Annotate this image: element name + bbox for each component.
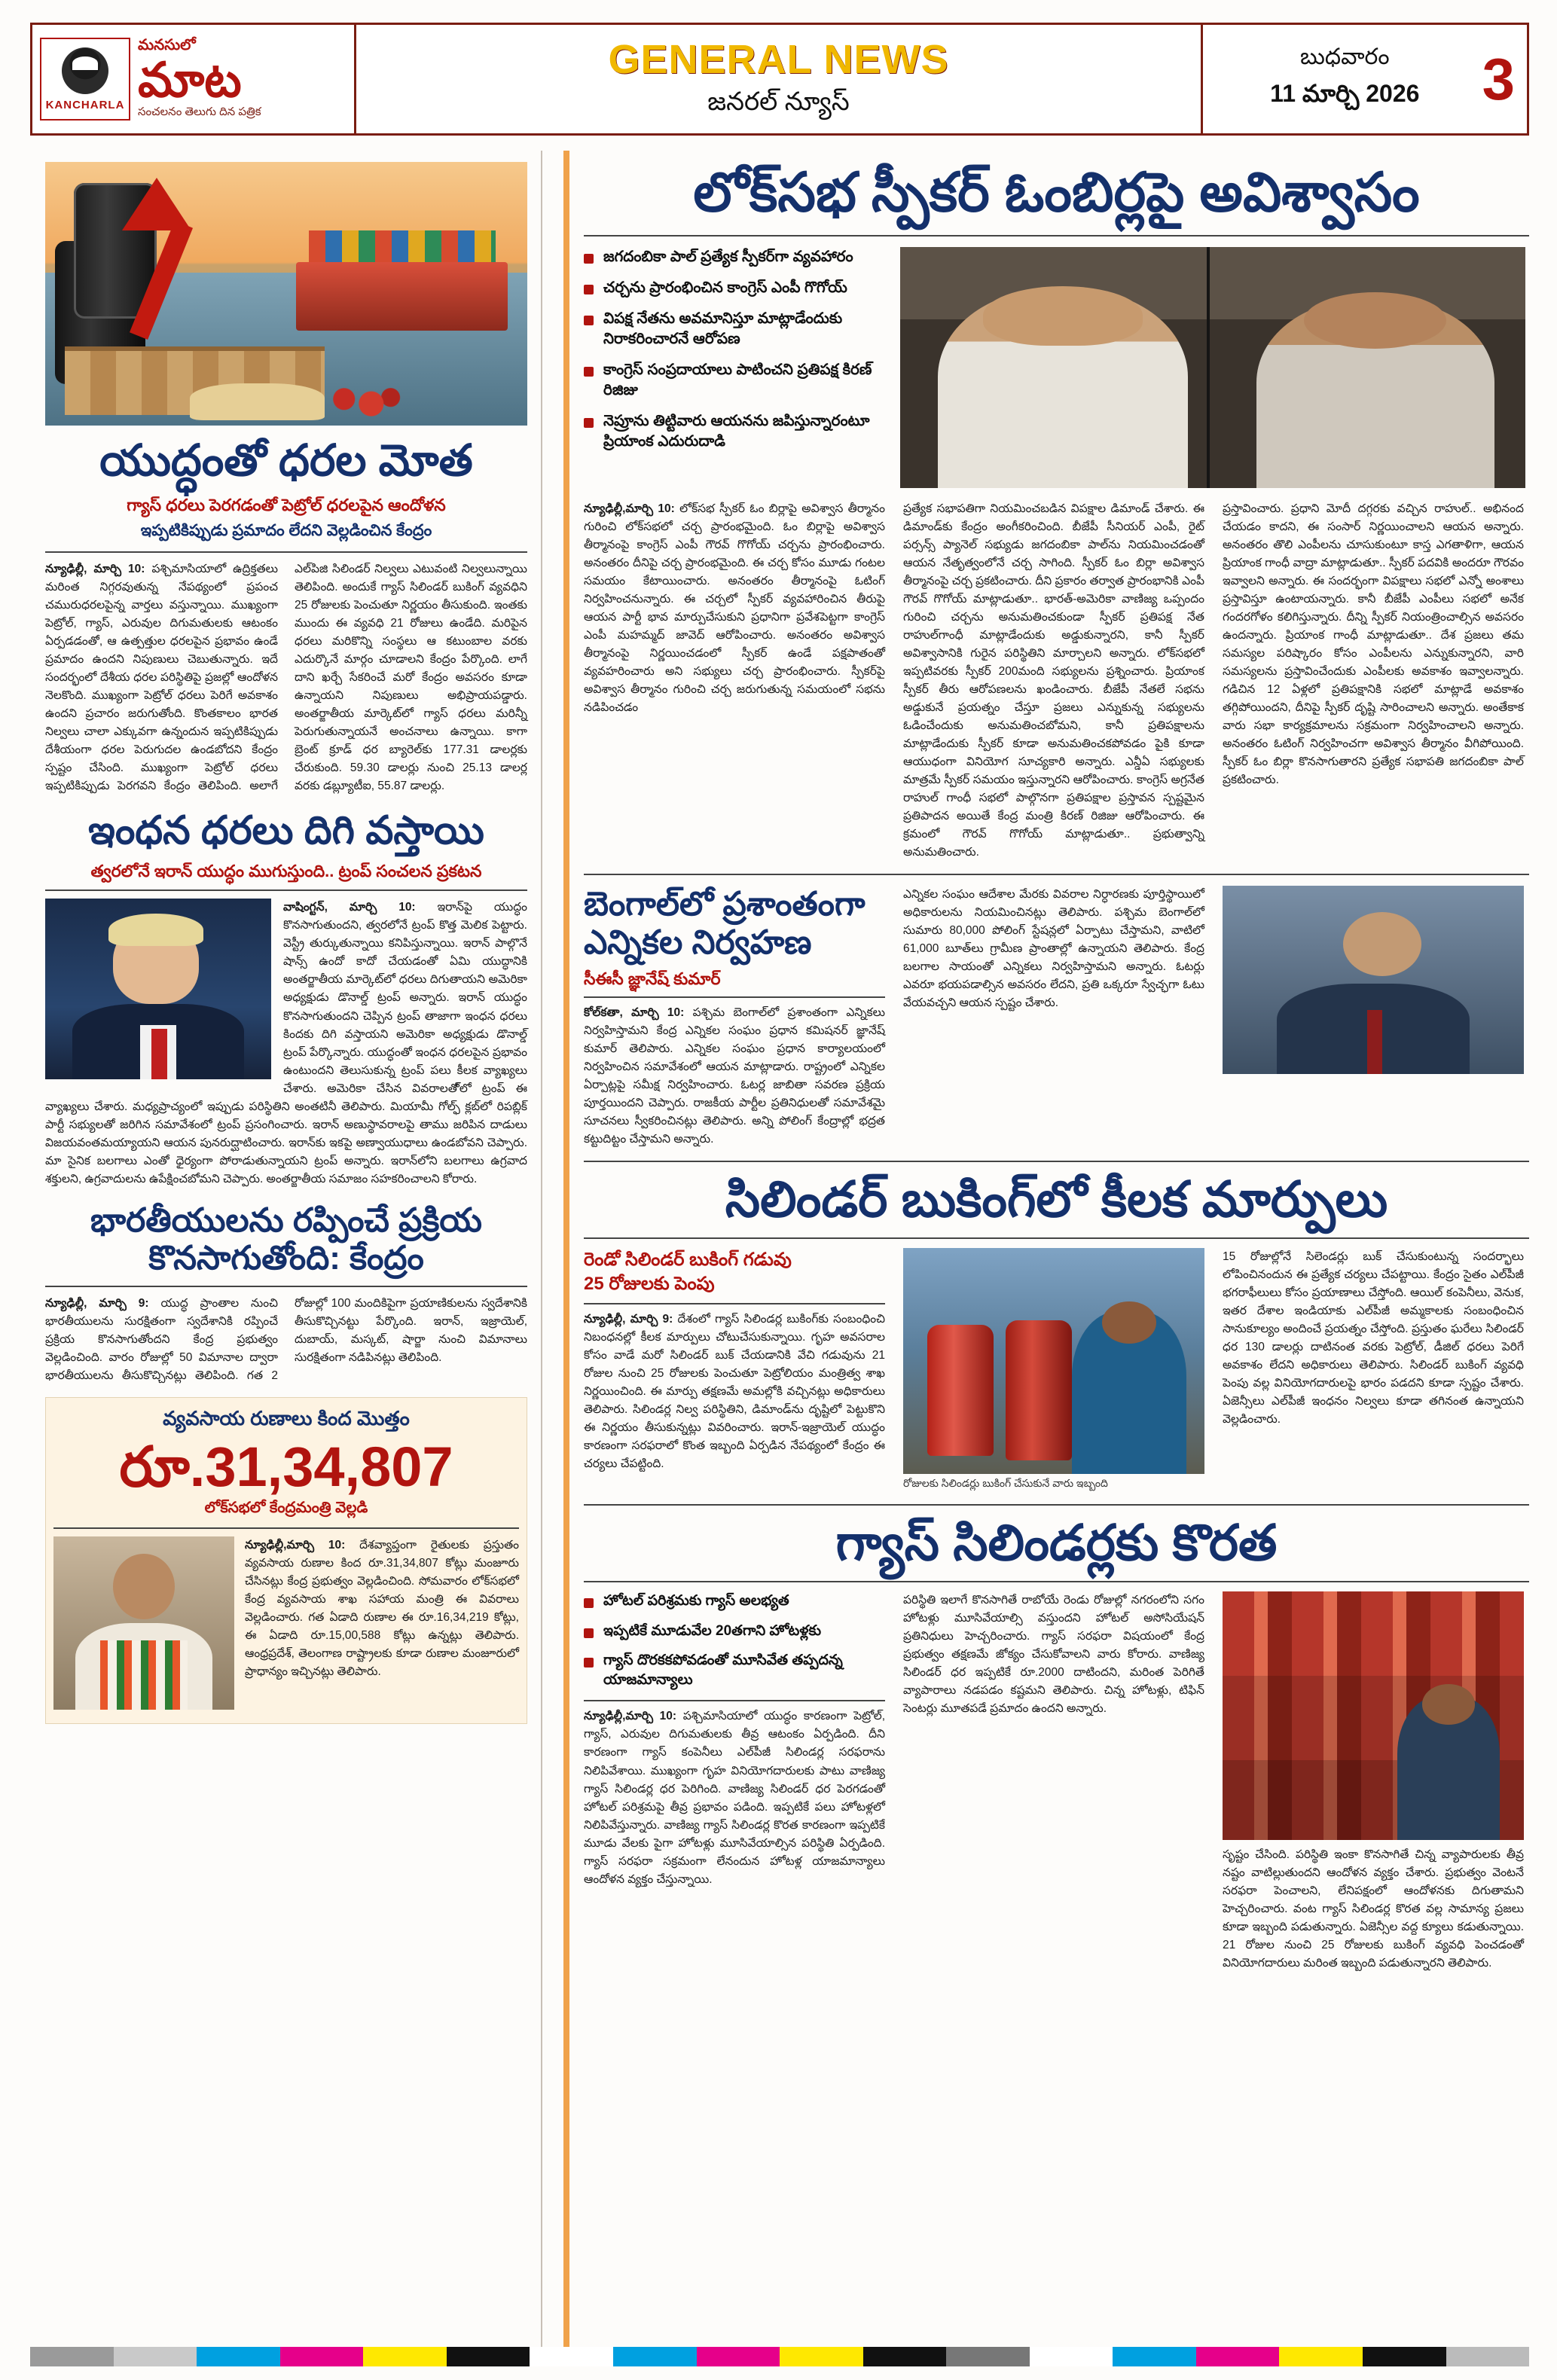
date-weekday: బుధవారం [1300,44,1390,69]
cylinder-yard-photo [1223,1591,1524,1840]
divider [584,996,885,998]
divider [584,874,1529,875]
bengal-headline-line1: బెంగాల్‌లో ప్రశాంతంగా [584,886,866,923]
cylinder-photo-block [903,1248,1204,1492]
loksabha-bullets [584,247,885,488]
list-item: విపక్ష నేతను అవమానిస్తూ మాట్లాడేందుకు నిరాకరించారనే ఆరోపణ [584,309,885,349]
divider [45,551,527,553]
logo-tagline: సంచలనం తెలుగు దిన పత్రిక [138,105,261,119]
trump-body-text: ఇరాన్‌పై యుద్ధం కొనసాగుతుందని, త్వరలోనే ట్రంప్ కొత్త మెలిక పెట్టారు. వెస్ట్రీ తుర్కుతున్నాయి కనిపిస్తున్నాయి. ఇరాన్ పాల్గొనే షాన్స్ ఉందో కాదో చేయడంతో ఏమి యుద్ధానికి అంతర్జాతీయ మార్కెట్‌లో ధరలు దిగుతాయని అమెరికా అధ్యక్షుడు డొనాల్డ్ ట్రంప్ అన్నారు. ఇరాన్ యుద్ధం కొనసాగుతుందని చెప్పిన ట్రంప్ తాజాగా ఇంధన ధరలు కిందకు దిగి వస్తాయని అమెరికా అధ్యక్షుడు డొనాల్డ్ ట్రంప్ పేర్కొన్నారు. యుద్ధంతో ఇంధన ధరలపైన ప్రభావం ఉంటుందని తెలుసుకున్న ట్రంప్ పలు కీలక వ్యాఖ్యలు చేశారు. అమెరికా చేసిన వివరాలతో్లో ట్రంప్ ఈ వ్యాఖ్యలు చేశారు. మధ్యప్రాచ్యంలో ఇప్పుడు పరిస్థితిని అంతటినీ తెలిపారు. మియామీ గోల్ఫ్ క్లబ్‌లో రిపబ్లిక్ పార్టీ సభ్యులతో జరిగిన సమావేశంలో ట్రంప్ ప్రసంగించారు. ఇరాన్ అణుస్థావరాలపై తాము జరిపిన దాడులు విజయవంతమయ్యాయని ఆయన పునరుద్ఘాటించారు. ఇరాన్‌కు ఇకపై అణ్వాయుధాలు ఉండబోవని చెప్పారు. మా సైనిక బలగాలు ఎంతో ధైర్యంగా పోరాడుతున్నాయని ట్రంప్ అన్నారు. ఇరాన్‌లోని బలగాలు ఉగ్రవాద శక్తులని, ఉగ్రవాదులను ఉపేక్షించబోమని చెప్పారు. అంతర్జాతీయ సమాజం సహకరించాలని కోరారు. [45,901,528,1185]
loksabha-col3: ప్రస్తావించారు. ప్రధాని మోదీ దగ్గరకు వచ్చిన రాహుల్.. అభినంద చేయడం కాదని, ఈ సంసార్‌ నిర్ణయించాలని ఆయన అన్నారు. అనంతరం తొలి ఎంపీలను చూసుకుంటూ కాస్త ఎగతాళిగా, ఆయన ప్రియాంక గాంధీ వాద్రా మాట్లాడుతూ.. స్పీకర్ పదవికి అందరూ గౌరవం ఇవ్వాలని అన్నారు. ఈ సందర్భంగా విపక్షాలు సభలో ఎన్నో అంశాలు ప్రస్తావిస్తూ ఉంటాయన్నారు. కానీ బీజేపీ ఎంపీలు సభలో అనేక గందరగోళం కలిగిస్తున్నారు. దీన్ని స్పీకర్ నియంత్రించాల్సిన అవసరం ఉందన్నారు. ప్రియాంక గాంధీ మాట్లాడుతూ.. దేశ ప్రజలు తమ సమస్యల పరిష్కారం కోసం ఎంపీలను ఎన్నుకున్నారని, వారి సమస్యలను ప్రస్తావించేందుకు ఎంపీలకు అవకాశం ఇవ్వాలన్నారు. గడిచిన 12 ఏళ్లలో ప్రతిపక్షానికి సభలో మాట్లాడే అవకాశం తగ్గిపోయిందని, దీనిపై స్పీకర్ దృష్టి సారించాలని అన్నారు. అంతేకాక వారు సభా కార్యక్రమాలను సక్రమంగా నిర్వహించాలని అన్నారు. అనంతరం ఓటింగ్ నిర్వహించగా అవిశ్వాస తీర్మానం వీగిపోయింది. స్పీకర్ ఓం బిర్లా కొనసాగుతారని ప్రత్యేక సభాపతి జగదంబికా పాల్ ప్రకటించారు. [1223,502,1524,787]
divider [584,1303,885,1304]
divider [584,1504,1529,1506]
bengal-col2: ఎన్నికల సంఘం ఆదేశాల మేరకు వివరాల నిర్ధారణకు పూర్తిస్థాయిలో అధికారులను నియమించినట్లు తెలిపారు. పశ్చిమ బెంగాల్‌లో సుమారు 80,000 పోలింగ్ స్టేషన్లలో ఏర్పాటు చేస్తామని, వాటిలో 61,000 బూత్‌లు గ్రామీణ ప్రాంతాల్లో ఉన్నాయని తెలిపారు. కేంద్ర బలగాల సాయంతో ఎన్నికలు నిర్వహిస్తామని అన్నారు. ఓటర్లు ఎవరూ భయపడాల్సిన అవసరం లేదని, ప్రతి ఒక్కరూ స్వేచ్ఛగా ఓటు వేయవచ్చని ఆయన స్పష్టం చేశారు. [903,888,1204,1010]
cylinder-col1-text: దేశంలో గ్యాస్ సిలిండర్ల బుకింగ్‌కు సంబంధించి నిబంధనల్లో కీలక మార్పులు చోటుచేసుకున్నాయి. గృహ అవసరాల కోసం వాడే మరో సిలిండర్ బుక్ చేయడానికి వేచి గడువును 21 రోజుల నుంచి 25 రోజులకు పెంచుతూ పెట్రోలియం మంత్రిత్వ శాఖ నిర్ణయించింది. ఈ మార్పు తక్షణమే అమల్లోకి వచ్చినట్లు అధికారులు తెలిపారు. సిలిండర్ల నిల్వ పరిస్థితిని, డిమాండ్‌ను దృష్టిలో పెట్టుకొని ఈ నిర్ణయం తీసుకున్నట్లు వివరించారు. ఇరాన్-ఇజ్రాయెల్ యుద్ధం కారణంగా సరఫరాలో కొంత ఇబ్బంది ఏర్పడిన నేపథ్యంలో కేంద్రం ఈ చర్యలు చేపట్టింది. [584,1312,886,1470]
minister-photo [53,1536,234,1710]
shortage-col2: పరిస్థితి ఇలాగే కొనసాగితే రాబోయే రెండు రోజుల్లో నగరంలోని సగం హోటళ్లు మూసివేయాల్సి వస్తుందని హోటల్ అసోసియేషన్ ప్రతినిధులు హెచ్చరించారు. గ్యాస్ సరఫరా విషయంలో కేంద్ర ప్రభుత్వం తక్షణమే జోక్యం చేసుకోవాలని వారు కోరారు. వాణిజ్య సిలిండర్ ధర ఇప్పటికే రూ.2000 దాటిందని, మరింత పెరిగితే వ్యాపారాలు నడపడం కష్టమని తెలిపారు. చిన్న హోటళ్లు, టిఫిన్ సెంటర్లు మూతపడే ప్రమాదం ఉందని అన్నారు. [903,1593,1204,1715]
list-item: నెప్రూను తిట్టివారు ఆయనను జపిస్తున్నారంటూ ప్రియాంక ఎదురుదాడి [584,411,885,452]
logo-block [32,25,356,133]
divider [45,889,527,891]
loksabha-col1-text: లోక్‌సభ స్పీకర్ ఓం బిర్లాపై అవిశ్వాస తీర్మానం గురించి లోక్‌సభలో చర్చ ప్రారంభమైంది. ఓం బిర్లాపై అవిశ్వాస తీర్మానంపై కాంగ్రెస్ ఎంపీ గౌరవ్ గొగోయ్ చర్చను ప్రారంభించారు. అనంతరం దీనిపై చర్చ ప్రారంభమైంది. ఈ చర్చ కోసం మూడు గంటల సమయం కేటాయించారు. అనంతరం తీర్మానంపై ఓటింగ్ నిర్వహించనున్నారు. ఈ చర్చలో స్పీకర్ వ్యవహారించిన తీరుపై ఆయన పార్టీ భావ మార్పుచేసుకుని ప్రధానిగా ప్రవేశపెట్టగా కాంగ్రెస్ ఎంపీ మహమ్మద్ జావెద్ ఆరోపించారు. అనంతరం అవిశ్వాస తీర్మానంపై నిర్ణయించడంలో స్పీకర్ ఉండే పక్షపాతంతో వ్యవహరించారు అని సభ్యులు చర్చ ప్రారంభించారు. స్పీకర్‌పై అవిశ్వాస తీర్మానం గురించి చర్చ జరుగుతున్న సమయంలో సభను నడిపించడం [584,502,885,714]
cylinder-row [584,1248,1529,1492]
date-block [1203,25,1527,133]
bengal-photo-block [1223,886,1524,1149]
trump-subhead: త్వరలోనే ఇరాన్ యుద్ధం ముగుస్తుంది.. ట్రంప్ సంచలన ప్రకటన [90,861,482,880]
shortage-col1 [584,1591,885,1973]
loksabha-headline: లోక్‌సభ స్పీకర్ ఓంబిర్లపై అవిశ్వాసం [693,163,1420,223]
logo-main-text: మాట [138,52,242,107]
shortage-row [584,1591,1529,1973]
loksabha-col1 [584,500,885,862]
logo-text [138,37,261,122]
column-accent-rule [563,151,569,2350]
shortage-body-col1 [584,1707,885,1888]
lead-left-body-text: పశ్చిమాసియాలో ఉద్రిక్తతలు మరింత నిగ్గరవుతున్న నేపథ్యంలో ప్రపంచ చమురుధరలపైన్న వార్తలు వస్తున్నాయి. ముఖ్యంగా పెట్రోల్, గ్యాస్, ఎరువుల దిగుమతులకు ఆటంకం ఏర్పడడంతో, ఆ ఉత్పత్తుల ధరలపైన ప్రభావం ఉండే ప్రమాదం ఉందని నిపుణులు చెబుతున్నారు. ఇదే సందర్భంలో దేశీయ ధరల పరిస్థితిపై ప్రజల్లో ఆందోళన నెలకొంది. ముఖ్యంగా పెట్రోల్ ధరలు పెరిగే అవకాశం ఉందని ప్రచారం జరుగుతోంది. కొంతకాలం భారత నిల్వలు చాలా ఎక్కువగా ఉన్నందున ఇప్పటికిప్పుడు దేశీయంగా ధరల పెరుగుదల ఉండబోదని కేంద్రం స్పష్టం చేసింది. ముఖ్యంగా పెట్రోల్ ధరలు ఇప్పటికిప్పుడు పెరగవని కేంద్రం తెలిపింది. అలాగే ఎల్‌పిజి సిలిండర్ నిల్వలు ఎటువంటి నిల్వలున్నాయి తెలిపింది. అందుకే గ్యాస్ సిలిండర్ బుకింగ్ వ్యవధిని 25 రోజులకు పెంచుతూ నిర్ణయం తీసుకుంది. ఇంతకు ముందు ఈ వ్యవధి 21 రోజులు ఉండేది. మరిపైన ధరలు మరికొన్ని సంస్థలు ఆ కటుంబాల వరకు ఎదుర్కొనే మార్గం చూడాలని కేంద్రం పేర్కొంది. లాగే దాని ఖర్చే సేకరించే మరో కేంద్రం అవసరం కూడా ఉన్నాయని నిపుణులు అభిప్రాయపడ్డారు. అంతర్జాతీయ మార్కెట్‌లో గ్యాస్ ధరలు మరిన్నీ పెరుగుతున్నాయనే అంచనాలు ఉన్నాయి. కాగా బ్రెంట్ క్రూడ్ ధర బ్యారెల్‌కు 177.31 డాలర్లకు చేరుకుంది. 59.30 డాలర్లు నుంచి 25.13 డాలర్ల వరకు డబ్ల్యూటీఐ, 55.87 డాలర్లు. [45,562,527,792]
list-item: హోటల్ పరిశ్రమకు గ్యాస్ అలభ్యత [584,1591,885,1611]
date-full: 11 మార్చి 2026 [1270,80,1420,107]
list-item: గ్యాస్ దొరకకపోవడంతో మూసివేత తప్పదన్న యాజమాన్యాలు [584,1651,885,1689]
bengal-byline: సీఈసీ జ్ఞానేష్ కుమార్ [584,969,721,989]
section-title-block [356,25,1203,133]
divider [584,1581,1529,1582]
logo-badge [40,38,130,121]
divider [45,1286,527,1287]
lead-left-headline: యుద్ధంతో ధరల మోత [99,436,473,485]
shortage-bullets [584,1591,885,1690]
bengal-col1-text: పశ్చిమ బెంగాల్‌లో ప్రశాంతంగా ఎన్నికలు నిర్వహిస్తామని కేంద్ర ఎన్నికల సంఘం ప్రధాన కమిషనర్ జ్ఞానేష్ కుమార్ తెలిపారు. ఎన్నికల సంఘం ప్రధాన కార్యాలయంలో నిర్వహించిన సమావేశంలో ఆయన మాట్లాడారు. రాష్ట్రంలో ఎన్నికల ఏర్పాట్లపై సమీక్ష నిర్వహించారు. ఓటర్ల జాబితా సవరణ ప్రక్రియ పూర్తయిందని చెప్పారు. రాజకీయ పార్టీల ప్రతినిధులతో సమావేశమై సూచనలు స్వీకరించినట్లు తెలిపారు. అన్ని పోలింగ్ కేంద్రాల్లో భద్రత కట్టుదిట్టం చేస్తామని అన్నారు. [584,1005,885,1146]
cylinder-col1 [584,1248,885,1492]
farm-loan-label: వ్యవసాయ రుణాలు కింద మొత్తం [163,1406,410,1430]
trump-dateline: వాషింగ్టన్, మార్చి 10: [283,901,416,914]
main-column [584,162,1529,1973]
loksabha-col2: ప్రత్యేక సభాపతిగా నియమించబడిన విపక్షాల డిమాండ్ చేశారు. ఈ డిమాండ్‌కు కేంద్రం అంగీకరించింది. బీజేపీ సీనియర్ ఎంపీ, రైట్ పర్సన్స్ ప్యానెల్ సభ్యుడు జగదంబికా పాల్‌ను నియమించడంతో ఆయన నేతృత్వంలోనే చర్చ సాగింది. స్పీకర్ ఓం బిర్లా అవిశ్వాస తీర్మానంపై చర్చ ప్రకటించారు. దీని ప్రకారం తర్వాత ప్రారంభానికి ఎంపీ గౌరవ్ గొగోయ్ మాట్లాడుతూ.. భారత్-అమెరికా వాణిజ్య ఒప్పందం గురించి చర్చను అనుమతించకుండా స్పీకర్ ప్రతిపక్ష నేత రాహుల్‌గాంధీ మాట్లాడేందుకు అడ్డుకున్నారని, కానీ స్పీకర్ అవిశ్వాసానికి గురైన పరిస్థితిని మార్చాలని అన్నారు. లోక్‌సభలో ఇప్పటివరకు స్పీకర్ 200మంది సభ్యులను ప్రశ్నించారు. ప్రియాంక స్పీకర్ తీరు ఆరోపణలను ఖండించారు. బీజేపీ నేతలే సభను అడ్డుకునే ప్రయత్నం చేస్తూ ప్రజలు ఎన్నుకున్న సభ్యులను ఓడించేందుకు అనుమతించబోమని, కానీ ప్రతిపక్షాలను మాట్లాడేందుకు స్పీకర్ కూడా అనుమతించకపోవడం పైకి కూడా ఆయుధంగా వినియోగ సూచ్యకారి అన్నారు. ఎన్డీఏ సభ్యులకు మాత్రమే స్పీకర్ సమయం ఇస్తున్నారని ఆరోపించారు. కాంగ్రెస్ అగ్రనేత రాహుల్ గాంధీ సభలో పాల్గొనగా ప్రతిపక్షాల ప్రస్తావన స్పష్టమైన ప్రతిపాదన అయితే కేంద్ర మంత్రి కిరణ్ రిజిజు ఆరోపించారు. ఈ క్రమంలో గౌరవ్ గొగోయ్ మాట్లాడుతూ.. ప్రభుత్వాన్ని అనుమతించారు. [903,502,1204,859]
farm-loan-sub: లోక్‌సభలో కేంద్రమంత్రి వెల్లడి [204,1499,368,1516]
bengal-official-photo [1223,886,1524,1074]
bengal-col1 [584,1004,885,1149]
divider [584,1700,885,1701]
lead-left-body [45,560,527,795]
left-column [45,162,527,1724]
shortage-headline: గ్యాస్ సిలిండర్లకు కొరత [835,1515,1278,1570]
page-number: 3 [1482,45,1515,112]
section-title-english: GENERAL NEWS [608,36,949,82]
cylinder-delivery-photo [903,1248,1204,1474]
repatriation-body-text: యుద్ధ ప్రాంతాల నుంచి భారతీయులను సురక్షితంగా స్వదేశానికి రప్పించే ప్రక్రియ కొనసాగుతోందని కేంద్ర ప్రభుత్వం వెల్లడించింది. వారం రోజుల్లో 50 విమానాల ద్వారా భారతీయులను తీసుకొచ్చినట్లు తెలిపింది. గత 2 రోజుల్లో 100 మందికిపైగా ప్రయాణికులను స్వదేశానికి తీసుకొచ్చినట్టు పేర్కొంది. ఇరాన్, ఇజ్రాయెల్, దుబాయ్, మస్కట్, షార్జా నుంచి విమానాలు సురక్షితంగా నడిపినట్లు తెలిపింది. [45,1296,527,1382]
shortage-col1-text: పశ్చిమాసియాలో యుద్ధం కారణంగా పెట్రోల్, గ్యాస్, ఎరువుల దిగుమతులకు తీవ్ర ఆటంకం ఏర్పడింది. దీని కారణంగా గ్యాస్ కంపెనీలు ఎల్‌పీజీ సిలిండర్ల సరఫరాను నిలిపివేశాయి. ముఖ్యంగా గృహ వినియోగదారులకు పాటు వాణిజ్య గ్యాస్ సిలిండర్ల ధర పెరిగింది. వాణిజ్య సిలిండర్ ధర పెరగడంతో హోటల్ పరిశ్రమపై తీవ్ర ప్రభావం పడింది. ఇప్పటికే పలు హోటళ్లలో నిలిపివేస్తున్నారు. వాణిజ్య గ్యాస్ సిలిండర్ల కొరత కారణంగా ఇప్పటికే మూడు వేలకు పైగా హోటళ్లు మూసివేయాల్సిన పరిస్థితి ఏర్పడింది. గ్యాస్ సరఫరా సక్రమంగా లేనందున హోటళ్ల యాజమాన్యాలు ఆందోళన వ్యక్తం చేస్తున్నాయి. [584,1710,885,1886]
cylinder-photo-caption: రోజులకు సిలిండర్లు బుకింగ్ చేసుకునే వారు ఇబ్బంది [903,1477,1108,1489]
cylinder-headline: సిలిండర్ బుకింగ్‌లో కీలక మార్పులు [725,1171,1388,1228]
trump-headline: ఇంధన ధరలు దిగి వస్తాయి [88,808,484,853]
divider [584,1161,1529,1162]
farm-loan-body-text: దేశవ్యాప్తంగా రైతులకు ప్రస్తుతం వ్యవసాయ రుణాల కింద రూ.31,34,807 కోట్లు మంజూరు చేసినట్లు కేంద్ర ప్రభుత్వం వెల్లడించింది. సోమవారం లోక్‌సభలో కేంద్ర వ్యవసాయ శాఖ సహాయ మంత్రి ఈ వివరాలు వెల్లడించారు. గత ఏడాది రుణాల ఈ రూ.16,34,219 కోట్లు, ఈ ఏడాది రూ.15,00,588 కోట్లు ఉన్నట్లు తెలిపారు. ఆంధ్రప్రదేశ్, తెలంగాణ రాష్ట్రాలకు కూడా రుణాల మంజూరులో ప్రాధాన్యం ఇచ్చినట్లు తెలిపారు. [245,1538,519,1679]
repatriation-headline-line2: కొనసాగుతోంది: కేంద్రం [148,1240,424,1277]
cylinder-col3: 15 రోజుల్లోనే సిలెండర్లు బుక్ చేసుకుంటున్న సందర్భాలు లోపించినందున ఈ ప్రత్యేక చర్యలు చేపట్టాయి. కేంద్రం సైతం ఎల్‌పీజీ భగరాఫీలులు కోసం ప్రయాణాలు చేస్తోంది. ఆయిల్‌ కంపెనీలు, వెనుక, ఇతర దేశాల ఇండియాకు ఎల్‌పీజీ అమ్మకాలకు సంబంధించిన సానుకూల్యం అందించే ప్రయత్నం చేస్తోంది. ప్రస్తుతం ఘరేలు సిలిండర్ ధర 130 డాలర్లు దాటినంత వరకు పెట్రోల్, డీజిల్ ధరలు పెరిగే అవకాశం లేదని అధికారులు తెలిపారు. సిలిండర్ బుకింగ్ వ్యవధి పెంపు వల్ల వినియోగదారులపై భారం పడదని కూడా స్పష్టం చేశారు. ఏజెన్సీలు ఎల్‌పీజీ ఇంధనం నిల్వలు కూడా తగినంత ఉన్నాయని వెల్లడించారు. [1223,1250,1524,1426]
shortage-col3: సృష్టం చేసింది. పరిస్థితి ఇంకా కొనసాగితే చిన్న వ్యాపారులకు తీవ్ర నష్టం వాటిల్లుతుందని ఆందోళన వ్యక్తం చేశారు. ప్రభుత్వం వెంటనే సరఫరా పెంచాలని, లేనిపక్షంలో ఆందోళనకు దిగుతామని హెచ్చరించారు. వంట గ్యాస్ సిలిండర్ల కొరత వల్ల సామాన్య ప్రజలు కూడా ఇబ్బంది పడుతున్నారు. ఏజెన్సీల వద్ద క్యూలు కడుతున్నాయి. 21 రోజుల నుంచి 25 రోజులకు బుకింగ్ వ్యవధి పెంచడంతో వినియోగదారులు మరింత ఇబ్బంది పడుతున్నారని తెలిపారు. [1223,1848,1524,1970]
cylinder-body-col1 [584,1311,885,1473]
divider [584,1237,1529,1239]
repatriation-body [45,1295,527,1385]
list-item: చర్చను ప్రారంభించిన కాంగ్రెస్ ఎంపీ గొగోయ్ [584,278,885,298]
farm-loan-dateline: న్యూఢిల్లీ,మార్చి 10: [245,1538,346,1552]
cylinder-subhead-line1: రెండో సిలిండర్ బుకింగ్ గడువు [584,1250,792,1270]
divider [53,1527,519,1529]
loksabha-body-row [584,500,1529,862]
repatriation-body-wrap [45,1295,527,1385]
bengal-head-block [584,886,885,1149]
loksabha-photo [900,247,1525,488]
shortage-col3-block [1223,1591,1524,1973]
lead-left-dateline: న్యూఢిల్లీ, మార్చి 10: [45,562,145,575]
loksabha-top-row [584,247,1529,488]
farm-loan-box [45,1397,527,1724]
bengal-block [584,886,1529,1149]
date-lines [1215,44,1475,114]
oil-price-illustration [45,162,527,426]
cylinder-dateline: న్యూఢిల్లీ, మార్చి 9: [584,1312,673,1326]
shortage-dateline: న్యూఢిల్లీ,మార్చి 10: [584,1710,677,1723]
divider [584,235,1529,236]
logo-badge-label: KANCHARLA [45,98,125,111]
list-item: ఇప్పటికే మూడువేల 20తగాని హోటళ్లకు [584,1622,885,1641]
farm-loan-amount: రూ.31,34,807 [119,1435,453,1498]
lead-left-body-wrap [45,560,527,795]
logo-face-icon [62,47,108,94]
print-color-bar [30,2347,1529,2366]
list-item: కాంగ్రెస్ సంప్రదాయాలు పాటించని ప్రతిపక్ష కిరణ్ రిజిజు [584,360,885,401]
repatriation-dateline: న్యూఢిల్లీ, మార్చి 9: [45,1296,149,1310]
column-rule-1 [541,151,542,2350]
repatriation-headline-line1: భారతీయులను రప్పించే ప్రక్రియ [90,1201,483,1239]
bengal-dateline: కోల్‌కతా, మార్చి 10: [584,1005,685,1019]
logo-small-text: మనసులో [138,36,196,53]
cylinder-subhead-line2: 25 రోజులకు పెంపు [584,1274,715,1295]
list-item: జగదంబికా పాల్ ప్రత్యేక స్పీకర్‌గా వ్యవహారం [584,247,885,267]
lead-left-subhead-1: గ్యాస్ ధరలు పెరగడంతో పెట్రోల్ ధరలపైన ఆందోళన [127,495,446,514]
loksabha-dateline: న్యూఢిల్లీ,మార్చి 10: [584,502,675,515]
masthead [30,23,1529,136]
section-title-telugu: జనరల్ న్యూస్ [707,87,850,116]
trump-photo [45,899,271,1079]
bengal-headline-line2: ఎన్నికల నిర్వహణ [584,923,812,961]
lead-left-subhead-2: ఇప్పటికిప్పుడు ప్రమాదం లేదని వెల్లడించిన కేంద్రం [140,522,432,540]
